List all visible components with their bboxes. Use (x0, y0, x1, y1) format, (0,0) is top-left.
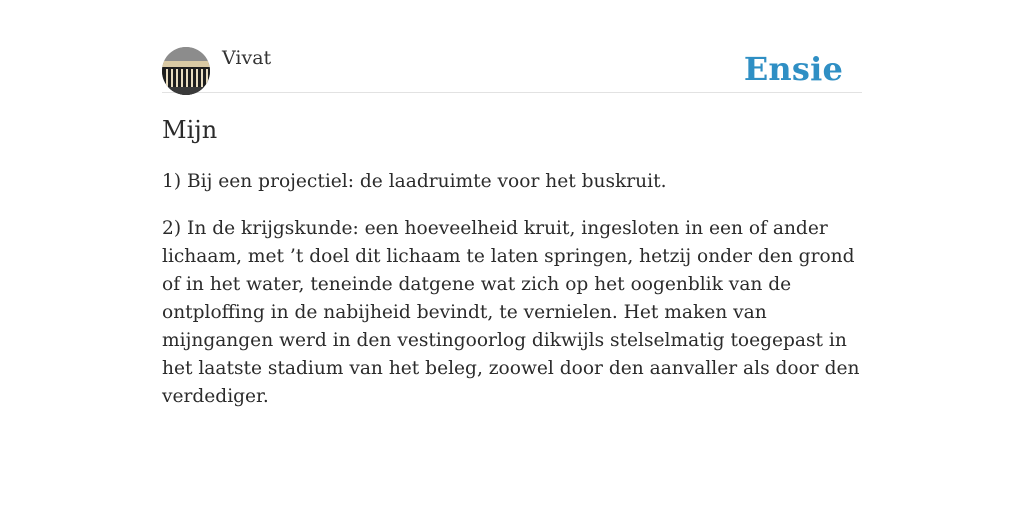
definition-2: 2) In de krijgskunde: een hoeveelheid kruit, ingesloten in een of ander lichaam, met ’t doel dit lichaam te laten springen, hetzij onder den grond of in het water, teneinde datgene wat zich op het oogenblik van de ontploffing in de nabijheid bevindt, te vernielen. Het maken van mijngangen werd in den vestingoorlog dikwijls stelselmatig toegepast in het laatste stadium van het beleg, zoowel door den aanvaller als door den verdediger. (162, 218, 860, 407)
site-logo[interactable]: Ensie (743, 50, 843, 88)
book-spines-avatar-icon (162, 47, 210, 95)
avatar[interactable] (162, 47, 210, 95)
definition-1: 1) Bij een projectiel: de laadruimte voor het buskruit. (162, 171, 667, 192)
entry-title: Mijn (162, 116, 218, 144)
entry-content (162, 168, 862, 430)
source-name[interactable]: Vivat (222, 47, 272, 69)
entry-header (162, 46, 862, 93)
